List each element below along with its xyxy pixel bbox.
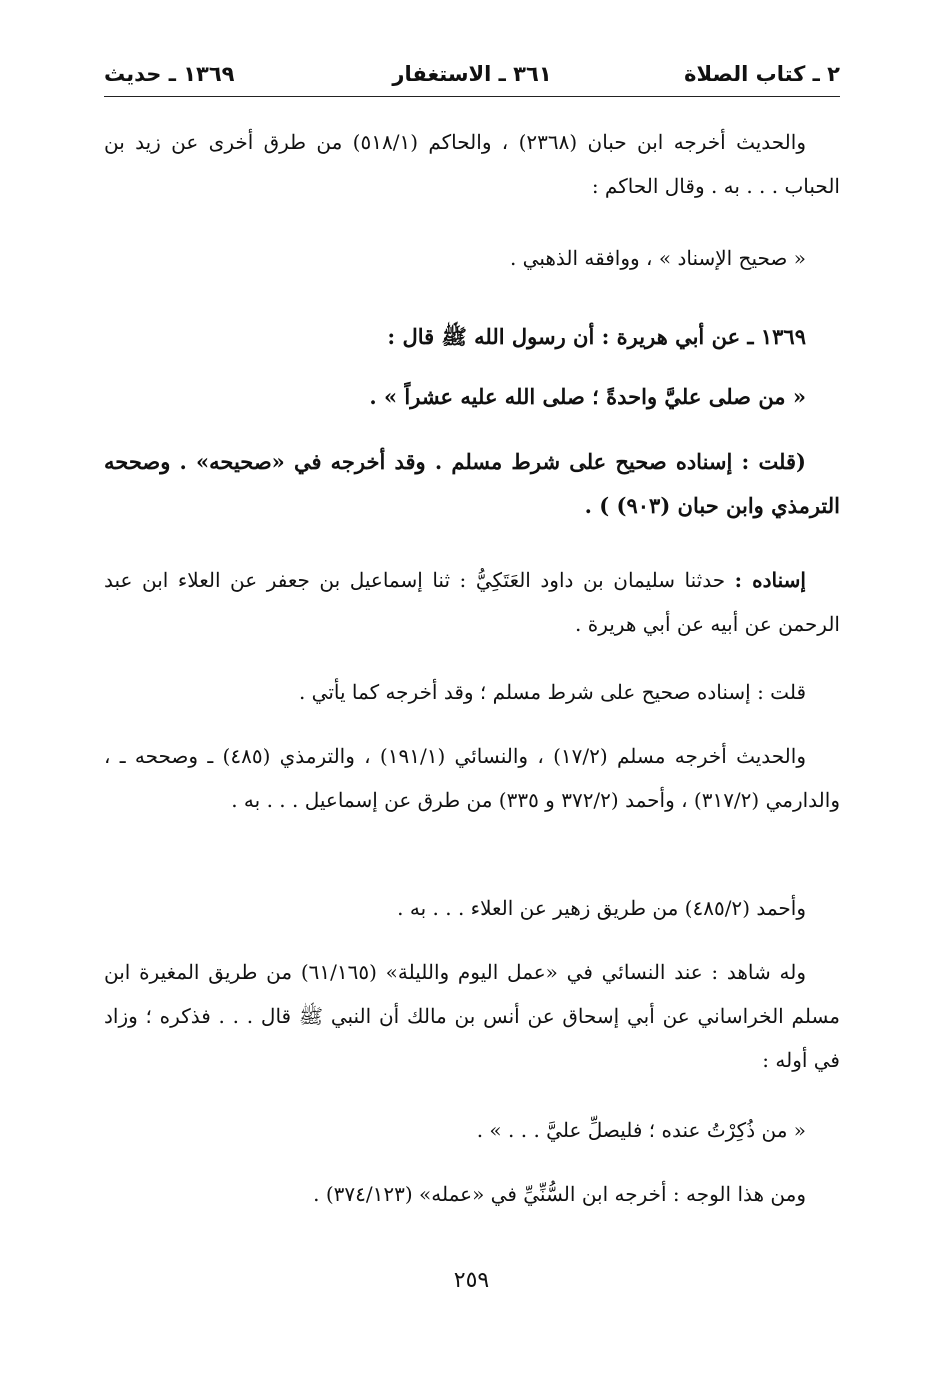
isnad-text: حدثنا سليمان بن داود العَتَكِيُّ : ثنا إسماعيل بن جعفر عن العلاء ابن عبد الرحمن عن أبيه عن أبي هريرة .: [104, 568, 840, 636]
hadith-heading: ١٣٦٩ ـ عن أبي هريرة : أن رسول الله ﷺ قال :: [387, 324, 806, 349]
page-number: ٢٥٩: [453, 1268, 490, 1293]
header-divider: [104, 96, 840, 97]
hadith-text: « من صلى عليَّ واحدةً ؛ صلى الله عليه عشراً » .: [369, 384, 806, 409]
paragraph-shahid: وله شاهد : عند النسائي في «عمل اليوم والليلة» (٦١/١٦٥) من طريق المغيرة ابن مسلم الخراساني عن أبي إسحاق عن أنس بن مالك أن النبي ﷺ قال . . . فذكره ؛ وزاد في أوله :: [104, 960, 840, 1072]
paragraph-verdict: قلت : إسناده صحيح على شرط مسلم ؛ وقد أخرجه كما يأتي .: [298, 680, 806, 704]
paragraph-addition-quote: « من ذُكِرْتُ عنده ؛ فليصلِّ عليَّ . . . » .: [476, 1118, 806, 1142]
paragraph-takhrij-1: والحديث أخرجه ابن حبان (٢٣٦٨) ، والحاكم (٥١٨/١) من طرق أخرى عن زيد بن الحباب . . . به . وقال الحاكم :: [104, 130, 840, 198]
running-header: [104, 58, 840, 92]
isnad-label: إسناده :: [734, 568, 806, 592]
paragraph-isnad: [104, 558, 840, 646]
paragraph-takhrij-3: وأحمد (٤٨٥/٢) من طريق زهير عن العلاء . . . به .: [397, 896, 806, 920]
paragraph-ibn-sunni: ومن هذا الوجه : أخرجه ابن السُّنِّيِّ في «عمله» (٣٧٤/١٢٣) .: [313, 1182, 806, 1206]
paragraph-takhrij-2: والحديث أخرجه مسلم (١٧/٢) ، والنسائي (١٩١/١) ، والترمذي (٤٨٥) ـ وصححه ـ ، والدارمي (٣١٧/٢) ، وأحمد (٣٧٢/٢ و ٣٣٥) من طرق عن إسماعيل . . . به .: [104, 744, 840, 812]
paragraph-grading: (قلت : إسناده صحيح على شرط مسلم . وقد أخرجه في «صحيحه» . وصححه الترمذي وابن حبان (٩٠٣) ) .: [104, 449, 840, 518]
paragraph-quote-hakim: « صحيح الإسناد » ، ووافقه الذهبي .: [509, 246, 806, 270]
header-hadith-number: ١٣٦٩ ـ حديث: [104, 62, 235, 86]
header-chapter-title: ٣٦١ ـ الاستغفار: [392, 62, 552, 86]
header-book-title: ٢ ـ كتاب الصلاة: [684, 62, 840, 86]
